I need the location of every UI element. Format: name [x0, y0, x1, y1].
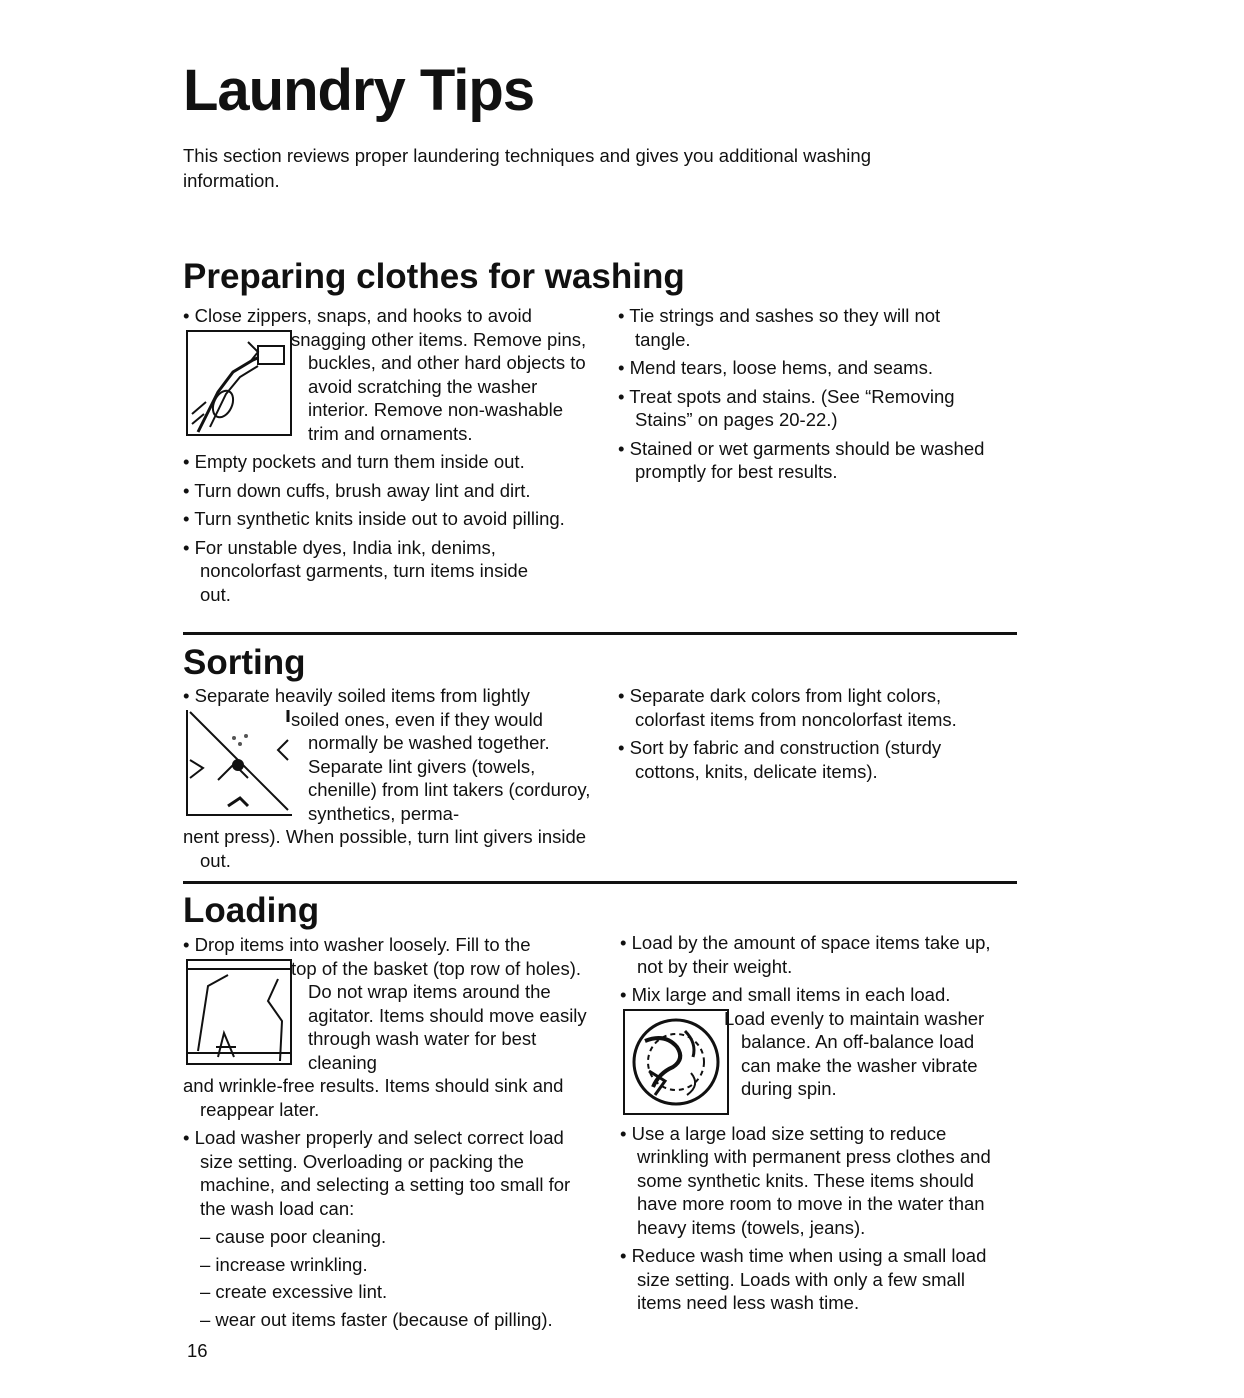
- sorting-right-column: [618, 684, 998, 788]
- tip-item: • Tie strings and sashes so they will not tangle.: [618, 305, 941, 350]
- tip-text: and wrinkle-free results. Items should sink and reappear later.: [183, 1075, 564, 1120]
- zipper-illustration: [186, 330, 292, 436]
- zipper-tip: [183, 304, 593, 445]
- tip-item: • Stained or wet garments should be washed promptly for best results.: [618, 437, 985, 482]
- tip-item: • Empty pockets and turn them inside out.: [183, 451, 525, 472]
- section-heading-loading: Loading: [183, 891, 320, 930]
- tip-text: • Mix large and small items in each load.: [620, 984, 951, 1005]
- tip-text: snagging other items. Remove pins, buckles, and other hard objects to avoid scratching the washer interior. Remove non-washable trim and ornaments.: [291, 328, 587, 444]
- tip-item: • Sort by fabric and construction (sturdy cottons, knits, delicate items).: [618, 737, 942, 782]
- mix-items-tip: [620, 983, 995, 1117]
- tip-item: • Mend tears, loose hems, and seams.: [618, 357, 933, 378]
- basket-illustration: [186, 959, 292, 1065]
- tip-item: • Load by the amount of space items take up, not by their weight.: [620, 932, 991, 977]
- loading-left-column: [183, 933, 598, 1335]
- balanced-load-illustration: [623, 1009, 729, 1115]
- tip-text: soiled ones, even if they would normally be washed together. Separate lint givers (towels, chenille) from lint takers (corduroy, synthetics, perma-: [291, 708, 591, 824]
- tip-item: • Reduce wash time when using a small load size setting. Loads with only a few small items need less wash time.: [620, 1245, 987, 1313]
- tip-item: • Turn synthetic knits inside out to avoid pilling.: [183, 508, 565, 529]
- dash-item: – cause poor cleaning.: [200, 1226, 387, 1247]
- sorting-illustration: [186, 710, 292, 816]
- tip-item: • For unstable dyes, India ink, denims, noncolorfast garments, turn items inside out.: [183, 536, 529, 605]
- tip-text: top of the basket (top row of holes). Do not wrap items around the agitator. Items should move easily through wash water for best cleaning: [291, 957, 587, 1073]
- section-divider: [183, 881, 1017, 884]
- tip-item: • Turn down cuffs, brush away lint and dirt.: [183, 479, 531, 501]
- tip-text: • Separate heavily soiled items from lightly: [183, 685, 530, 706]
- preparing-right-column: [618, 304, 998, 489]
- tip-text: nent press). When possible, turn lint givers inside out.: [183, 826, 587, 871]
- tip-text: Load evenly to maintain washer balance. An off-balance load can make the washer vibrate during spin.: [724, 1007, 985, 1099]
- tip-item: • Load washer properly and select correct load size setting. Overloading or packing the machine, and selecting a setting too small for the wash load can:: [183, 1127, 571, 1219]
- dash-item: – increase wrinkling.: [200, 1253, 368, 1275]
- dash-item: – wear out items faster (because of pilling).: [200, 1308, 553, 1330]
- drop-items-tip: [183, 933, 598, 1121]
- sorting-left-column: [183, 684, 593, 877]
- loading-right-column: [620, 931, 995, 1320]
- intro-text: This section reviews proper laundering techniques and gives you additional washing information.: [183, 145, 871, 191]
- tip-item: • Separate dark colors from light colors, colorfast items from noncolorfast items.: [618, 685, 957, 730]
- section-divider: [183, 632, 1017, 635]
- separate-soiled-tip: [183, 684, 593, 872]
- tip-text: • Drop items into washer loosely. Fill to the: [183, 934, 531, 955]
- tip-item: • Use a large load size setting to reduce wrinkling with permanent press clothes and some synthetic knits. These items should have more room to move in the water than heavy items (towels, jeans).: [620, 1122, 991, 1238]
- section-heading-sorting: Sorting: [183, 643, 306, 682]
- dash-item: – create excessive lint.: [200, 1281, 388, 1302]
- page-title: Laundry Tips: [183, 58, 535, 123]
- section-heading-preparing: Preparing clothes for washing: [183, 257, 685, 296]
- tip-item: • Treat spots and stains. (See “Removing Stains” on pages 20-22.): [618, 385, 955, 430]
- page-number: 16: [187, 1340, 208, 1361]
- tip-text: • Close zippers, snaps, and hooks to avoid: [183, 305, 532, 326]
- preparing-left-column: [183, 304, 593, 611]
